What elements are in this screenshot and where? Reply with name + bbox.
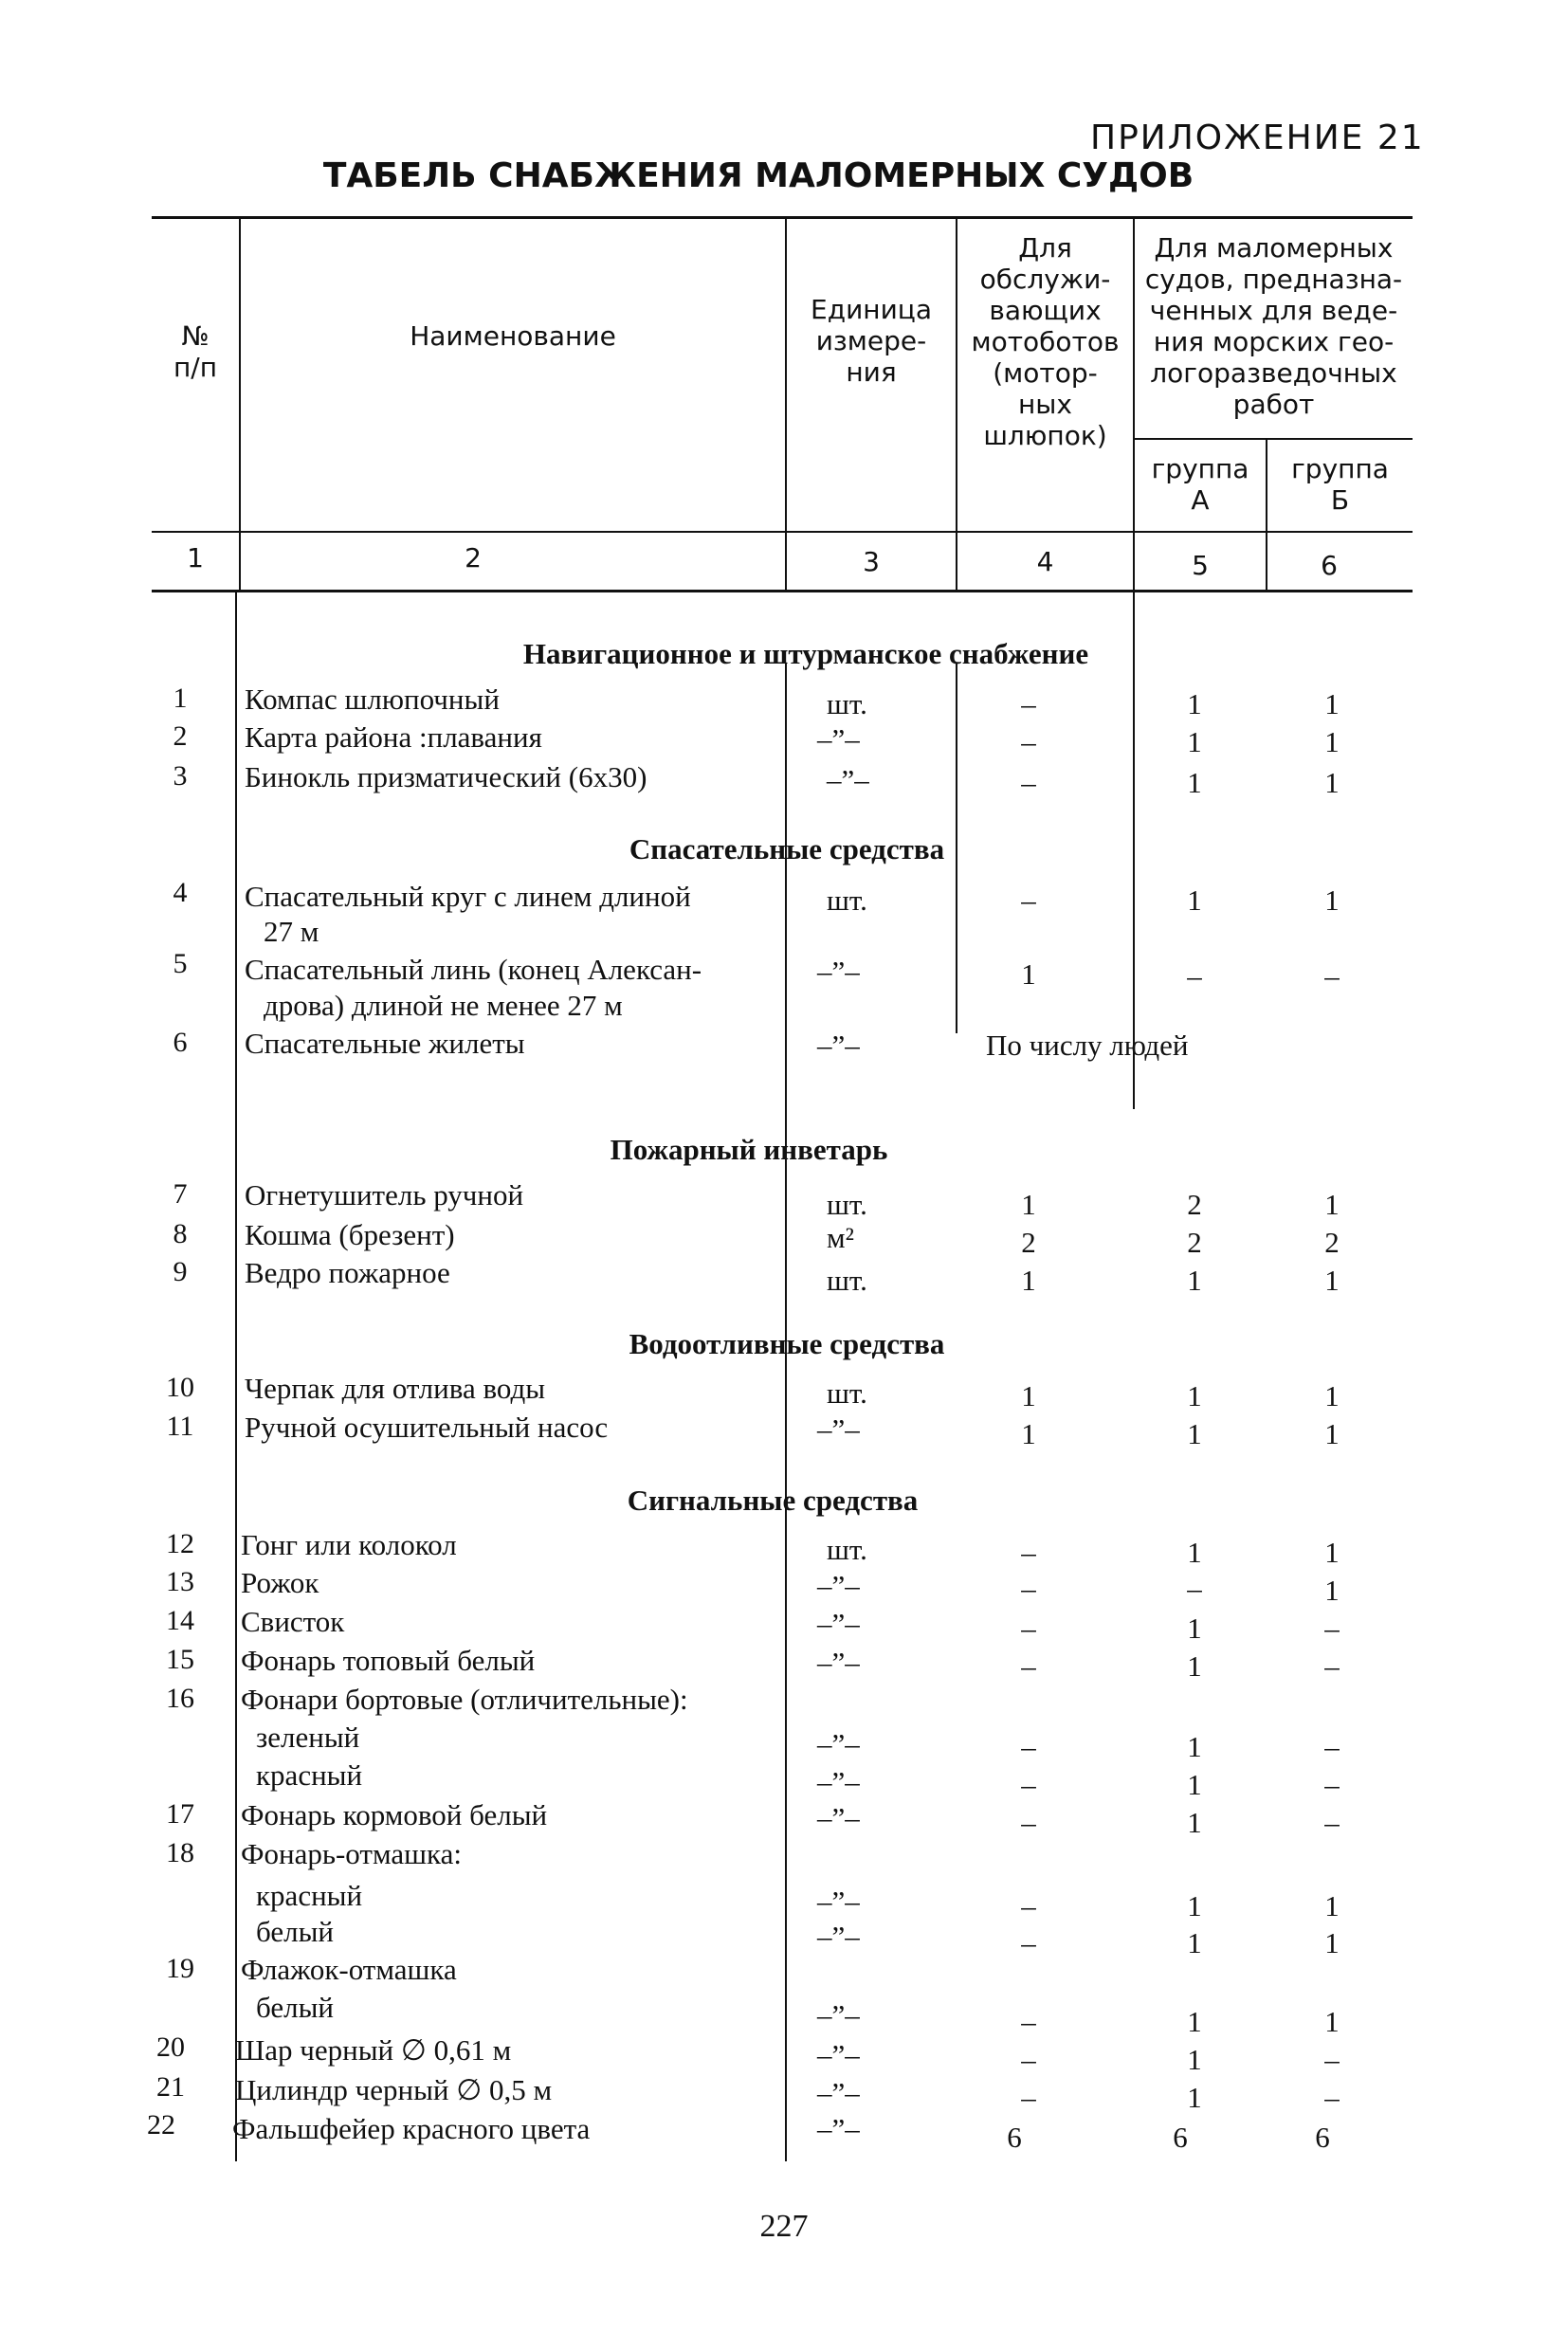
item-col6: – bbox=[1324, 2081, 1340, 2114]
item-unit: –”– bbox=[827, 763, 869, 796]
item-col4: – bbox=[1021, 1730, 1036, 1763]
item-col5: 1 bbox=[1187, 2043, 1202, 2076]
item-unit: –”– bbox=[817, 1646, 860, 1679]
item-unit: шт. bbox=[827, 687, 867, 720]
col4-header-line: обслужи- bbox=[979, 264, 1111, 295]
col-number-1: 1 bbox=[187, 542, 204, 574]
item-name: Спасательный линь (конец Алексан- bbox=[245, 953, 702, 986]
row-number: 4 bbox=[173, 877, 188, 908]
col-number-5: 5 bbox=[1192, 550, 1209, 581]
item-col6: 1 bbox=[1324, 1536, 1340, 1569]
row-number: 10 bbox=[166, 1372, 194, 1403]
item-col4: – bbox=[1021, 1926, 1036, 1959]
item-unit: –”– bbox=[817, 1765, 860, 1798]
item-name: Флажок-отмашка bbox=[241, 1953, 457, 1986]
row-number: 3 bbox=[173, 760, 188, 792]
col5-header-line: группа bbox=[1151, 453, 1249, 484]
item-col4: – bbox=[1021, 687, 1036, 720]
item-name: Рожок bbox=[241, 1566, 319, 1599]
item-col4: 1 bbox=[1021, 1379, 1036, 1412]
item-col5: 1 bbox=[1187, 725, 1202, 758]
item-unit: шт. bbox=[827, 884, 867, 917]
item-col4: – bbox=[1021, 2081, 1036, 2114]
col6-header bbox=[1267, 453, 1413, 516]
item-span-value: По числу людей bbox=[986, 1029, 1189, 1062]
body-vline-1 bbox=[235, 592, 237, 2161]
item-col4: – bbox=[1021, 1806, 1036, 1839]
col3-header-line: ния bbox=[846, 356, 897, 388]
item-col4: – bbox=[1021, 725, 1036, 758]
item-col6: 1 bbox=[1324, 884, 1340, 917]
item-unit: –”– bbox=[817, 722, 860, 756]
page-number: 227 bbox=[759, 2209, 809, 2244]
item-unit: –”– bbox=[817, 1607, 860, 1640]
item-unit: –”– bbox=[817, 1412, 860, 1446]
item-name: Компас шлюпочный bbox=[245, 683, 500, 716]
item-col4: – bbox=[1021, 766, 1036, 799]
col4-header-line: ных bbox=[1018, 389, 1072, 420]
item-name: Спасательные жилеты bbox=[245, 1027, 525, 1060]
item-col5: 1 bbox=[1187, 2005, 1202, 2038]
item-col6: – bbox=[1324, 1806, 1340, 1839]
col1-header-line: п/п bbox=[173, 352, 218, 383]
row-number: 13 bbox=[166, 1566, 194, 1597]
item-col4: – bbox=[1021, 1536, 1036, 1569]
col3-header bbox=[787, 294, 956, 388]
col4-header-line: мотоботов bbox=[971, 326, 1120, 357]
item-unit: шт. bbox=[827, 1376, 867, 1410]
item-col5: 1 bbox=[1187, 766, 1202, 799]
item-subname: красный bbox=[256, 1758, 363, 1792]
row-number: 17 bbox=[166, 1798, 194, 1830]
item-col5: 1 bbox=[1187, 1889, 1202, 1922]
row-number: 8 bbox=[173, 1218, 188, 1249]
col56-header bbox=[1135, 232, 1413, 420]
item-col6: 1 bbox=[1324, 1188, 1340, 1221]
col56-header-line: работ bbox=[1232, 389, 1315, 420]
col-number-2: 2 bbox=[465, 542, 482, 574]
item-unit: –”– bbox=[817, 2038, 860, 2071]
row-number: 16 bbox=[166, 1683, 194, 1714]
col-number-3: 3 bbox=[863, 546, 880, 577]
col56-header-line: ния морских гео- bbox=[1153, 326, 1395, 357]
item-unit: шт. bbox=[827, 1264, 867, 1297]
item-col5: – bbox=[1187, 959, 1202, 993]
col56-header-line: логоразведочных bbox=[1150, 357, 1397, 389]
item-name: Черпак для отлива воды bbox=[245, 1372, 546, 1405]
item-col4: – bbox=[1021, 1649, 1036, 1683]
item-col5: 1 bbox=[1187, 1768, 1202, 1801]
item-name: Фонарь топовый белый bbox=[241, 1644, 536, 1677]
item-col4: – bbox=[1021, 884, 1036, 917]
item-unit: м² bbox=[827, 1221, 854, 1254]
row-number: 1 bbox=[173, 683, 188, 714]
item-col4: – bbox=[1021, 1572, 1036, 1605]
col56-header-line: Для маломерных bbox=[1154, 232, 1394, 264]
item-col4: 1 bbox=[1021, 957, 1036, 991]
item-col6: – bbox=[1324, 1768, 1340, 1801]
section-heading-navigation: Навигационное и штурманское снабжение bbox=[522, 637, 1089, 670]
item-col5: – bbox=[1187, 1572, 1202, 1605]
item-name: Цилиндр черный ∅ 0,5 м bbox=[235, 2073, 553, 2106]
col6-header-line: группа bbox=[1291, 453, 1389, 484]
item-col6: – bbox=[1324, 1612, 1340, 1645]
item-subname: красный bbox=[256, 1879, 363, 1912]
item-unit: –”– bbox=[817, 1801, 860, 1834]
col5-header-line: А bbox=[1191, 484, 1210, 516]
col4-header-line: (мотор- bbox=[993, 357, 1098, 389]
col4-header-line: Для bbox=[1018, 232, 1072, 264]
item-unit: –”– bbox=[817, 1569, 860, 1602]
row-number: 21 bbox=[156, 2071, 185, 2103]
item-col6: 1 bbox=[1324, 1889, 1340, 1922]
col4-header-line: шлюпок) bbox=[983, 420, 1107, 451]
item-name: Фальшфейер красного цвета bbox=[232, 2112, 591, 2145]
item-col5: 1 bbox=[1187, 1806, 1202, 1839]
row-number: 15 bbox=[166, 1644, 194, 1675]
section-heading-signal: Сигнальные средства bbox=[627, 1484, 919, 1517]
section-heading-lifesaving: Спасательные средства bbox=[629, 832, 945, 865]
item-unit: шт. bbox=[827, 1188, 867, 1221]
item-col6: 1 bbox=[1324, 1379, 1340, 1412]
row-number: 9 bbox=[173, 1256, 188, 1287]
row-number: 19 bbox=[166, 1953, 194, 1984]
item-name: Ручной осушительный насос bbox=[245, 1411, 609, 1444]
item-col6: 1 bbox=[1324, 766, 1340, 799]
item-subname: зеленый bbox=[256, 1721, 360, 1754]
row-number: 20 bbox=[156, 2031, 185, 2063]
col4-header bbox=[957, 232, 1133, 451]
groups-divider bbox=[1133, 438, 1413, 440]
item-unit: –”– bbox=[817, 1885, 860, 1918]
item-col6: 1 bbox=[1324, 1574, 1340, 1607]
item-name: Фонари бортовые (отличительные): bbox=[241, 1683, 688, 1716]
item-col4: – bbox=[1021, 1889, 1036, 1922]
col4-header-line: вающих bbox=[989, 295, 1102, 326]
item-name: Шар черный ∅ 0,61 м bbox=[235, 2033, 512, 2067]
item-col5: 1 bbox=[1187, 1379, 1202, 1412]
item-col5: 1 bbox=[1187, 1264, 1202, 1297]
item-name: Карта района :плавания bbox=[245, 720, 542, 754]
item-name-cont: дрова) длиной не менее 27 м bbox=[264, 989, 623, 1022]
row-number: 6 bbox=[173, 1027, 188, 1058]
item-name: Свисток bbox=[241, 1605, 345, 1638]
row-number: 2 bbox=[173, 720, 188, 752]
item-name: Спасательный круг с линем длиной bbox=[245, 880, 691, 913]
col2-header: Наименование bbox=[410, 320, 616, 352]
row-number: 22 bbox=[147, 2109, 175, 2141]
item-col5: 1 bbox=[1187, 884, 1202, 917]
col-number-6: 6 bbox=[1321, 550, 1338, 581]
item-col5: 2 bbox=[1187, 1188, 1202, 1221]
numbers-bottom-rule bbox=[152, 590, 1413, 592]
item-col5: 1 bbox=[1187, 1649, 1202, 1683]
row-number: 5 bbox=[173, 948, 188, 979]
item-name: Фонарь-отмашка: bbox=[241, 1837, 462, 1870]
item-subname: белый bbox=[256, 1915, 335, 1948]
header-bottom-rule bbox=[152, 531, 1413, 533]
item-col6: – bbox=[1324, 2043, 1340, 2076]
item-unit: –”– bbox=[817, 1727, 860, 1760]
section-heading-fire: Пожарный инветарь bbox=[610, 1133, 888, 1166]
col5-header bbox=[1135, 453, 1266, 516]
item-name: Огнетушитель ручной bbox=[245, 1178, 524, 1211]
item-col4: 1 bbox=[1021, 1188, 1036, 1221]
item-name: Гонг или колокол bbox=[241, 1528, 457, 1561]
item-col4: – bbox=[1021, 1612, 1036, 1645]
row-number: 12 bbox=[166, 1528, 194, 1559]
item-col5: 1 bbox=[1187, 1926, 1202, 1959]
item-col5: 1 bbox=[1187, 2081, 1202, 2114]
item-col5: 2 bbox=[1187, 1226, 1202, 1259]
item-unit: –”– bbox=[817, 2112, 860, 2145]
col56-header-line: ченных для веде- bbox=[1149, 295, 1398, 326]
item-col4: – bbox=[1021, 1768, 1036, 1801]
body-vline-2 bbox=[785, 664, 787, 2161]
item-col6: 1 bbox=[1324, 2005, 1340, 2038]
col3-header-line: измере- bbox=[815, 325, 927, 356]
row-number: 11 bbox=[166, 1411, 194, 1442]
item-subname: белый bbox=[256, 1991, 335, 2024]
item-col6: – bbox=[1324, 1649, 1340, 1683]
row-number: 18 bbox=[166, 1837, 194, 1868]
col56-header-line: судов, предназна- bbox=[1144, 264, 1403, 295]
item-col4: – bbox=[1021, 2043, 1036, 2076]
item-unit: –”– bbox=[817, 2076, 860, 2109]
item-col6: 1 bbox=[1324, 725, 1340, 758]
item-unit: –”– bbox=[817, 1998, 860, 2031]
item-col5: 1 bbox=[1187, 1417, 1202, 1450]
item-col5: 1 bbox=[1187, 687, 1202, 720]
item-unit: –”– bbox=[817, 955, 860, 988]
item-name: Бинокль призматический (6х30) bbox=[245, 760, 647, 793]
item-unit: –”– bbox=[817, 1920, 860, 1953]
col1-header bbox=[152, 320, 239, 383]
table-top-rule bbox=[152, 216, 1413, 219]
item-col5: 1 bbox=[1187, 1730, 1202, 1763]
item-unit: –”– bbox=[817, 1029, 860, 1062]
item-col4: 6 bbox=[1007, 2121, 1022, 2154]
item-name: Кошма (брезент) bbox=[245, 1218, 455, 1251]
item-col5: 6 bbox=[1173, 2121, 1188, 2154]
item-name: Ведро пожарное bbox=[245, 1256, 450, 1289]
item-col6: 1 bbox=[1324, 1417, 1340, 1450]
col6-header-line: Б bbox=[1330, 484, 1350, 516]
item-col5: 1 bbox=[1187, 1612, 1202, 1645]
item-col6: 1 bbox=[1324, 1926, 1340, 1959]
col1-header-line: № bbox=[181, 320, 210, 352]
col3-header-line: Единица bbox=[811, 294, 932, 325]
vline-1 bbox=[239, 216, 241, 531]
item-col6: 6 bbox=[1315, 2121, 1330, 2154]
item-col5: 1 bbox=[1187, 1536, 1202, 1569]
item-col6: – bbox=[1324, 959, 1340, 993]
item-col6: 1 bbox=[1324, 1264, 1340, 1297]
item-col4: 1 bbox=[1021, 1417, 1036, 1450]
item-unit: шт. bbox=[827, 1533, 867, 1566]
item-name-cont: 27 м bbox=[264, 915, 319, 948]
col-number-4: 4 bbox=[1036, 546, 1054, 577]
item-col6: – bbox=[1324, 1730, 1340, 1763]
row-number: 7 bbox=[173, 1178, 188, 1210]
item-col4: – bbox=[1021, 2005, 1036, 2038]
item-col4: 1 bbox=[1021, 1264, 1036, 1297]
section-heading-drainage: Водоотливные средства bbox=[629, 1327, 945, 1360]
appendix-label: ПРИЛОЖЕНИЕ 21 bbox=[1090, 118, 1425, 157]
item-col6: 2 bbox=[1324, 1226, 1340, 1259]
item-name: Фонарь кормовой белый bbox=[241, 1798, 548, 1831]
row-number: 14 bbox=[166, 1605, 194, 1636]
item-col6: 1 bbox=[1324, 687, 1340, 720]
item-col4: 2 bbox=[1021, 1226, 1036, 1259]
page-title: ТАБЕЛЬ СНАБЖЕНИЯ МАЛОМЕРНЫХ СУДОВ bbox=[322, 156, 1194, 195]
